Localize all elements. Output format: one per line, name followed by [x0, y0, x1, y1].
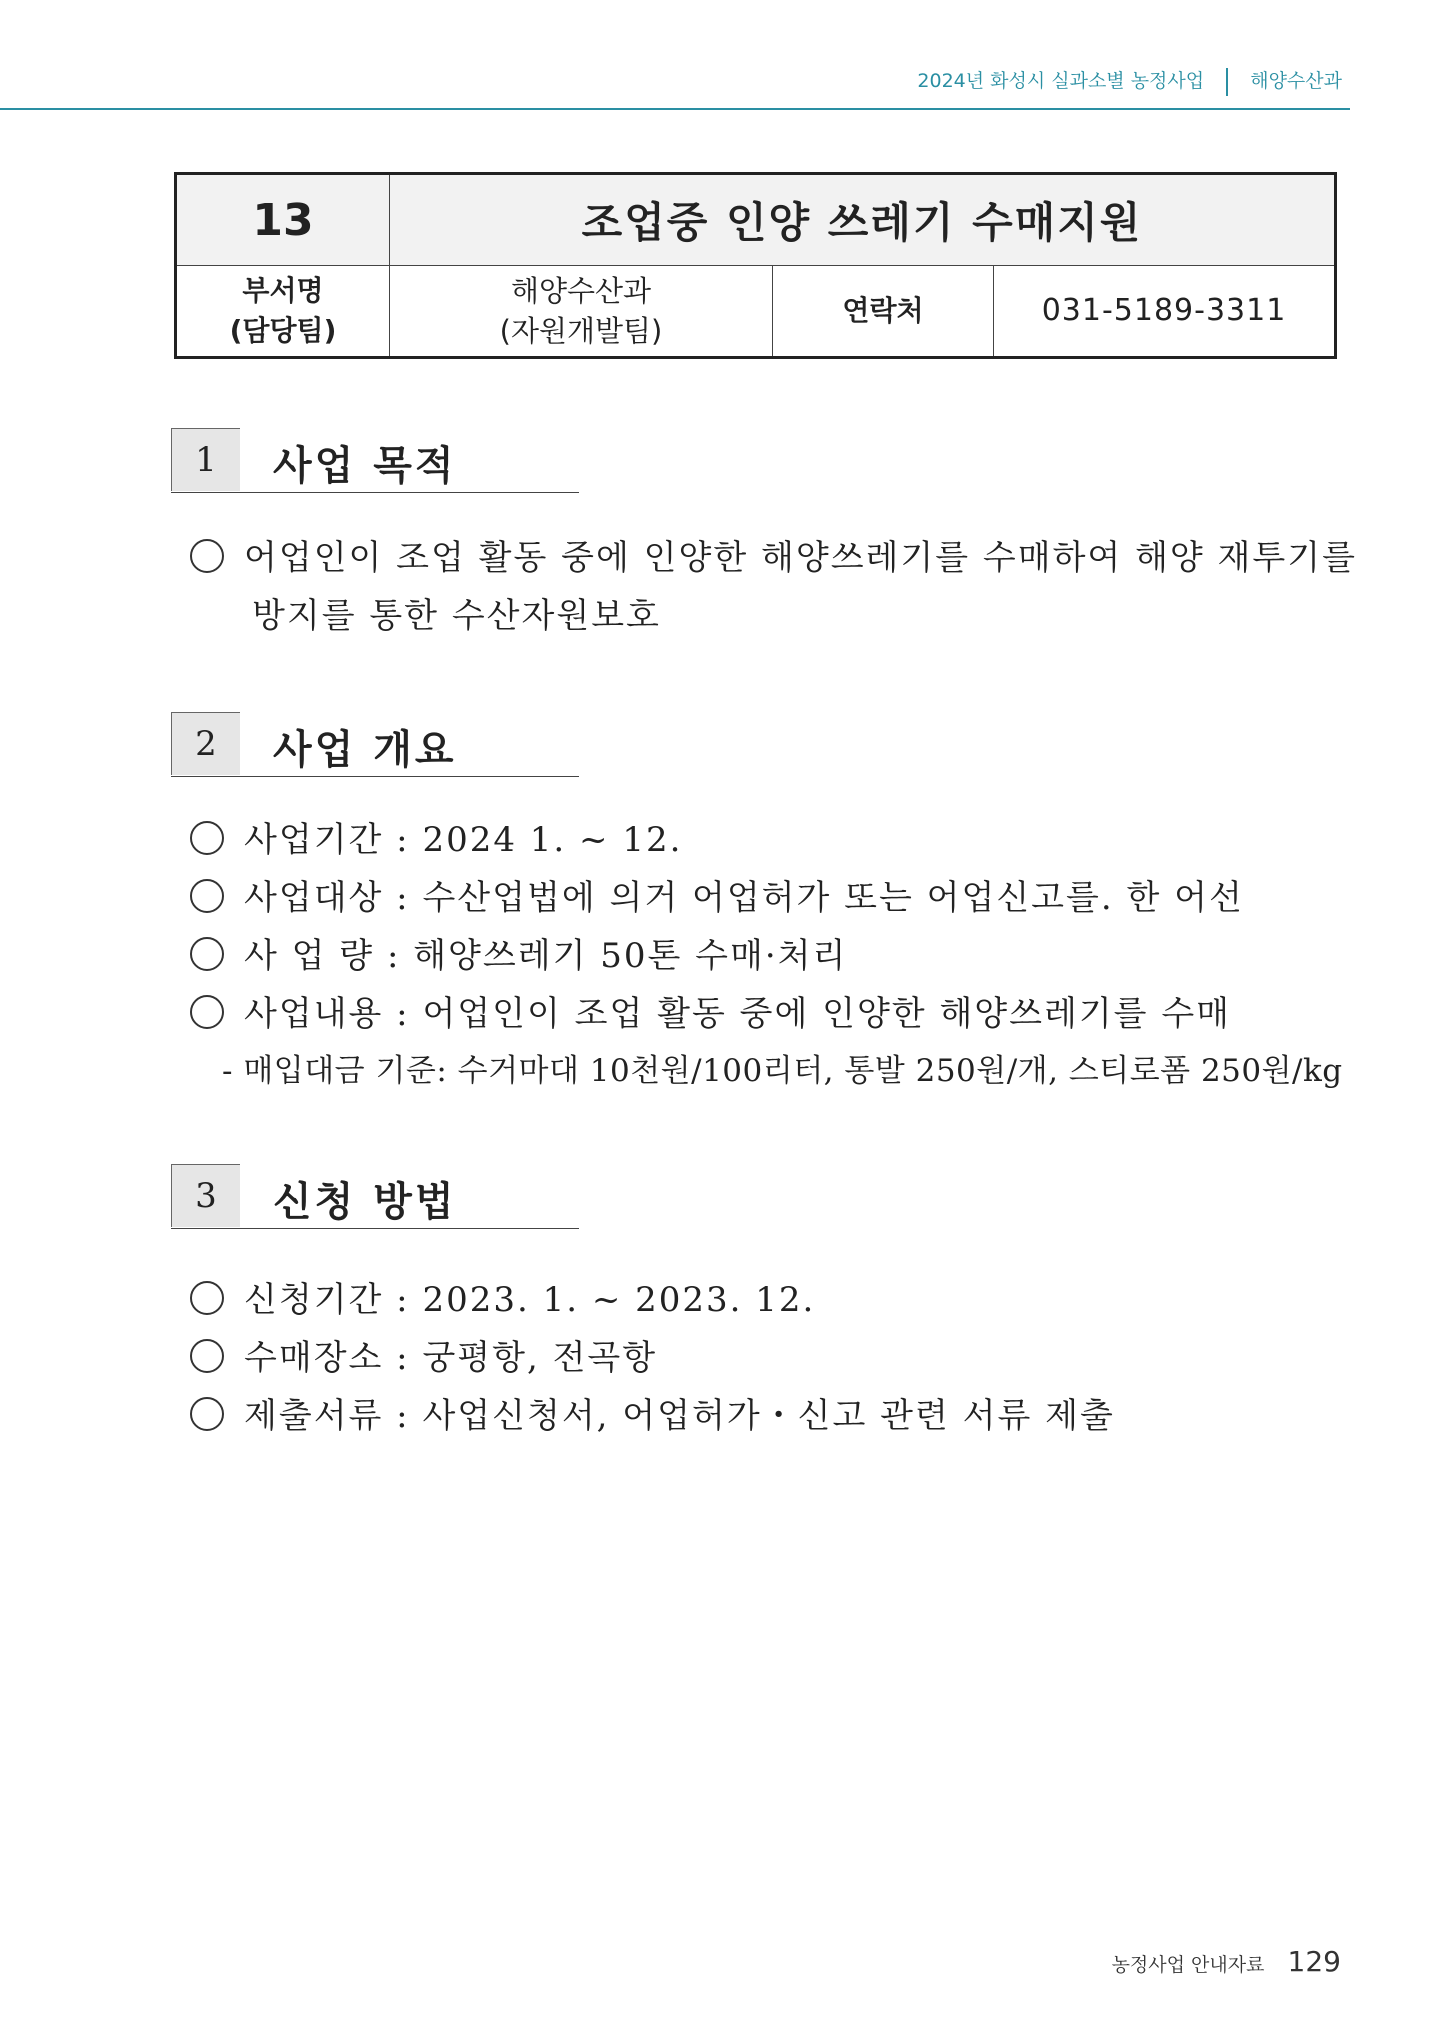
section-title: 사업 개요 [273, 727, 457, 773]
header-text [917, 66, 1342, 96]
list-item-continuation: 방지를 통한 수산자원보호 [252, 596, 661, 636]
circle-bullet-icon [190, 937, 224, 971]
sub-list-item: - 매입대금 기준: 수거마대 10천원/100리터, 통발 250원/개, 스티로폼 250원/kg [222, 1053, 1343, 1089]
header-divider [1226, 68, 1228, 96]
header-publication: 2024년 화성시 실과소별 농정사업 [917, 70, 1205, 92]
list-item-text: 어업인이 조업 활동 중에 인양한 해양쓰레기를 수매하여 해양 재투기를 [244, 538, 1357, 578]
list-item [190, 812, 682, 861]
dept-value [390, 266, 773, 358]
contact-label: 연락처 [773, 266, 994, 358]
circle-bullet-icon [190, 539, 224, 573]
dept-value-line2: (자원개발팀) [499, 314, 663, 348]
section-heading-1 [171, 428, 579, 493]
list-item [190, 1330, 657, 1379]
list-item-text: 사업내용 : 어업인이 조업 활동 중에 인양한 해양쓰레기를 수매 [244, 994, 1232, 1034]
program-number: 13 [176, 174, 390, 266]
circle-bullet-icon [190, 995, 224, 1029]
list-item [190, 530, 1357, 579]
list-item-text: 제출서류 : 사업신청서, 어업허가・신고 관련 서류 제출 [244, 1396, 1115, 1436]
list-item [190, 928, 847, 977]
section-number: 2 [171, 712, 240, 775]
section-heading-3 [171, 1164, 579, 1229]
header-department: 해양수산과 [1250, 70, 1342, 92]
circle-bullet-icon [190, 879, 224, 913]
list-item-text: 신청기간 : 2023. 1. ~ 2023. 12. [244, 1280, 816, 1320]
page-header [0, 62, 1350, 110]
circle-bullet-icon [190, 1339, 224, 1373]
circle-bullet-icon [190, 1281, 224, 1315]
footer-label: 농정사업 안내자료 [1111, 1954, 1265, 1976]
list-item [190, 1272, 815, 1321]
list-item-text: 사 업 량 : 해양쓰레기 50톤 수매·처리 [244, 936, 848, 976]
circle-bullet-icon [190, 1397, 224, 1431]
list-item [190, 986, 1231, 1035]
section-number: 3 [171, 1164, 240, 1227]
list-item-text: 사업대상 : 수산업법에 의거 어업허가 또는 어업신고를. 한 어선 [244, 878, 1244, 918]
list-item-text: 수매장소 : 궁평항, 전곡항 [244, 1338, 658, 1378]
section-title: 사업 목적 [273, 443, 457, 489]
program-info-table [174, 172, 1337, 359]
section-number: 1 [171, 428, 240, 491]
contact-value: 031-5189-3311 [994, 266, 1336, 358]
list-item [190, 870, 1244, 919]
section-heading-2 [171, 712, 579, 777]
page-footer [1112, 1945, 1341, 1978]
dept-value-line1: 해양수산과 [510, 274, 652, 308]
list-item-text: 사업기간 : 2024 1. ~ 12. [244, 820, 683, 860]
page-number: 129 [1287, 1945, 1341, 1978]
dept-label [176, 266, 390, 358]
circle-bullet-icon [190, 821, 224, 855]
section-title: 신청 방법 [273, 1179, 457, 1225]
dept-label-line1: 부서명 [242, 274, 324, 307]
dept-label-line2: (담당팀) [229, 314, 337, 347]
program-title: 조업중 인양 쓰레기 수매지원 [390, 174, 1336, 266]
list-item [190, 1388, 1115, 1437]
